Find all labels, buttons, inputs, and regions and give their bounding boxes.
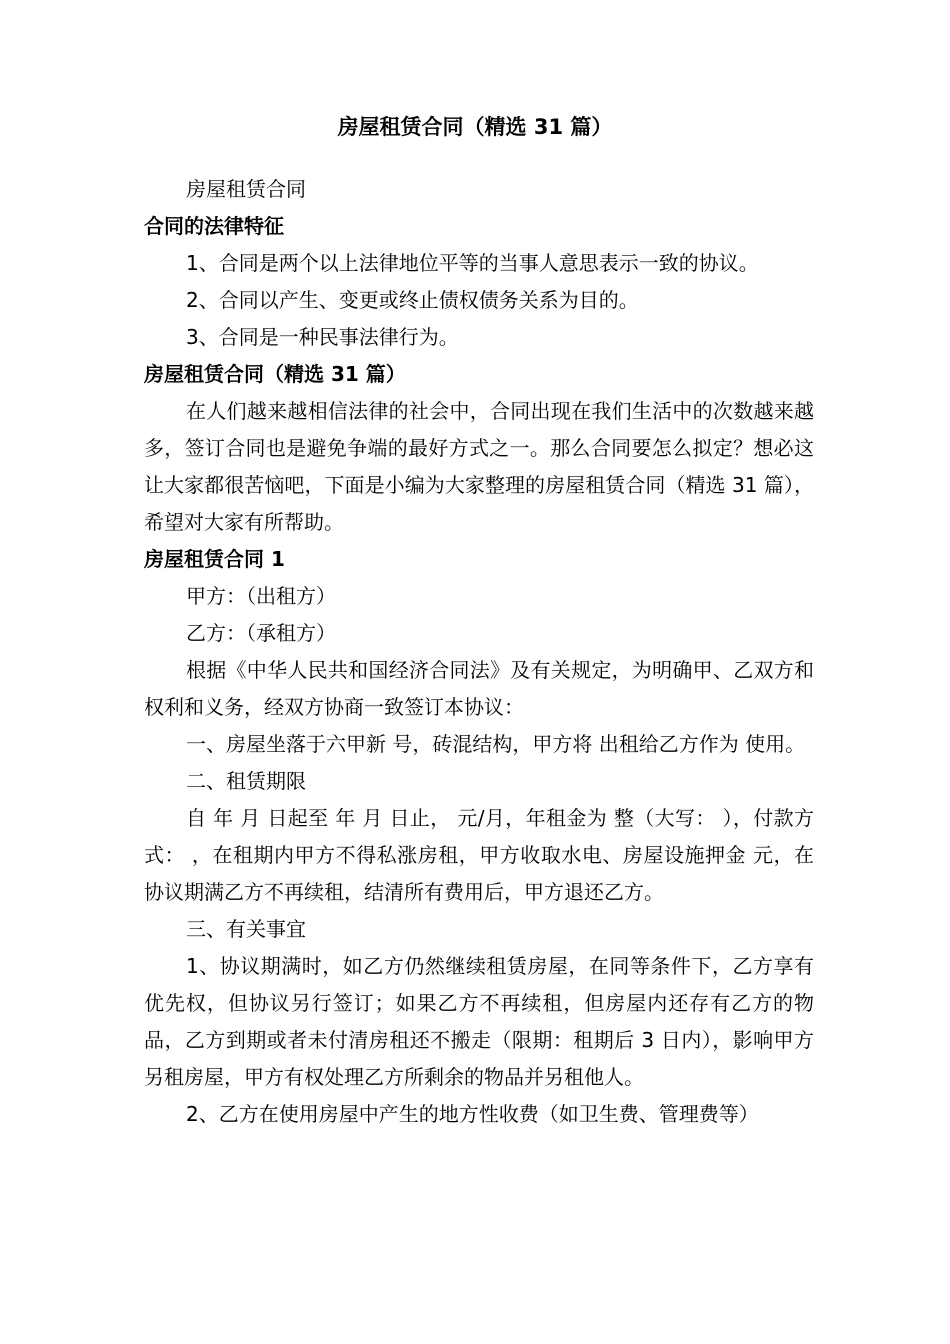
party-b-line: 乙方：（承租方） [186,621,336,645]
section-heading-collection: 房屋租赁合同（精选 31 篇） [144,362,406,386]
document-body [144,171,814,1133]
paragraph-legal-basis: 根据《中华人民共和国经济合同法》及有关规定，为明确甲、乙双方和权利和义务，经双方协商一致签订本协议： [144,658,814,719]
clause-2-heading: 二、租赁期限 [186,769,306,793]
section-heading-contract-1: 房屋租赁合同 1 [144,547,285,571]
paragraph-preface: 在人们越来越相信法律的社会中，合同出现在我们生活中的次数越来越多，签订合同也是避免争端的最好方式之一。那么合同要怎么拟定？想必这让大家都很苦恼吧，下面是小编为大家整理的房屋租赁合同（精选 31 篇），希望对大家有所帮助。 [144,399,814,534]
party-a-line: 甲方：（出租方） [186,584,336,608]
list-item-feature-3: 3、合同是一种民事法律行为。 [186,325,459,349]
clause-2-term-and-rent: 自 年 月 日起至 年 月 日止， 元/月，年租金为 整（大写： ），付款方式： ，在租期内甲方不得私涨房租，甲方收取水电、房屋设施押金 元，在协议期满乙方不再续租，结清所有费用后，甲方退还乙方。 [144,806,814,904]
clause-3-item-2: 2、乙方在使用房屋中产生的地方性收费（如卫生费、管理费等） [186,1102,759,1126]
paragraph-intro-title: 房屋租赁合同 [186,177,306,201]
document-title: 房屋租赁合同（精选 31 篇） [337,115,613,139]
clause-3-heading: 三、有关事宜 [186,917,306,941]
list-item-feature-2: 2、合同以产生、变更或终止债权债务关系为目的。 [186,288,639,312]
clause-1-location: 一、房屋坐落于六甲新 号，砖混结构，甲方将 出租给乙方作为 使用。 [186,732,806,756]
list-item-feature-1: 1、合同是两个以上法律地位平等的当事人意思表示一致的协议。 [186,251,759,275]
section-heading-legal-features: 合同的法律特征 [144,214,284,238]
clause-3-item-1: 1、协议期满时，如乙方仍然继续租赁房屋，在同等条件下，乙方享有优先权，但协议另行签订；如果乙方不再续租，但房屋内还存有乙方的物品，乙方到期或者未付清房租还不搬走（限期：租期后 3 日内），影响甲方另租房屋，甲方有权处理乙方所剩余的物品并另租他人。 [144,954,814,1089]
